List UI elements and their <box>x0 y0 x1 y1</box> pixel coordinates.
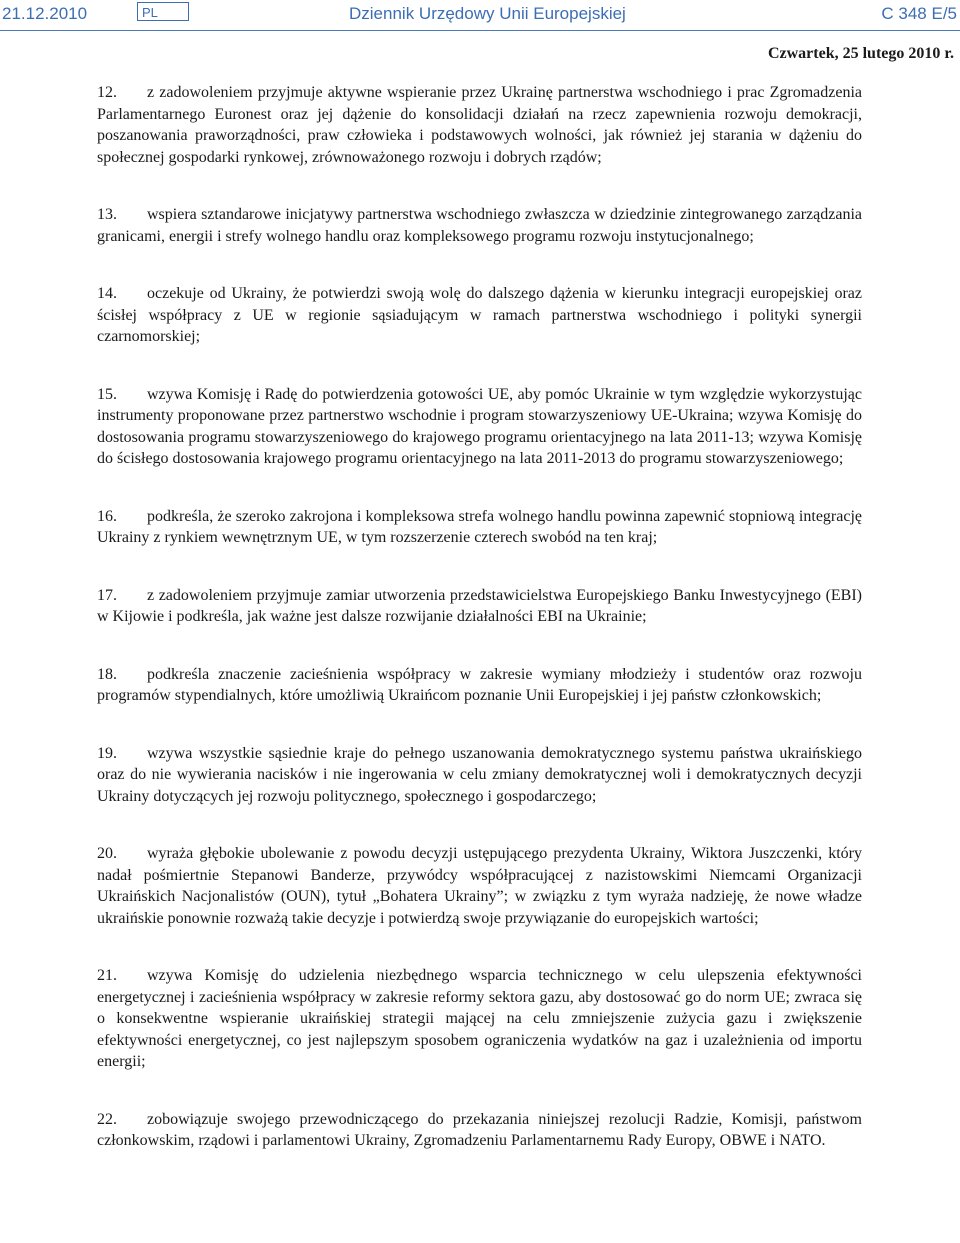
paragraph-number: 13. <box>97 206 117 223</box>
journal-title: Dziennik Urzędowy Unii Europejskiej <box>349 4 626 23</box>
resolution-body <box>97 82 862 1188</box>
paragraph-17 <box>97 585 862 628</box>
paragraph-text: wyraża głębokie ubolewanie z powodu decyzji ustępującego prezydenta Ukrainy, Wiktora Juszczenki, który nadał pośmiertnie Stepanowi Banderze, przywódcy współpracującej z nazistowskimi Niemcami Organizacji Ukraińskich Nacjonalistów (OUN), tytuł „Bohatera Ukrainy”; w związku z tym wyraża nadzieję, że nowe władze ukraińskie ponownie rozważą takie decyzje i potwierdzą swoje przywiązanie do europejskich wartości; <box>97 845 862 927</box>
paragraph-number: 16. <box>97 507 117 525</box>
publication-date: 21.12.2010 <box>2 4 88 23</box>
session-date: Czwartek, 25 lutego 2010 r. <box>767 45 954 62</box>
paragraph-number: 12. <box>97 84 117 101</box>
paragraph-number: 14. <box>97 285 117 302</box>
paragraph-text: podkreśla, że szeroko zakrojona i kompleksowa strefa wolnego handlu powinna zapewnić stopniową integrację Ukrainy z rynkiem wewnętrznym UE, w tym rozszerzenie czterech swobód na ten kraj; <box>97 507 862 546</box>
paragraph-text: z zadowoleniem przyjmuje zamiar utworzenia przedstawicielstwa Europejskiego Banku Inwestycyjnego (EBI) w Kijowie i podkreśla, jak ważne jest dalsze rozwijanie działalności EBI na Ukrainie; <box>97 586 862 625</box>
page-reference: C 348 E/5 <box>881 4 957 23</box>
paragraph-20 <box>97 843 862 929</box>
paragraph-number: 19. <box>97 744 117 762</box>
paragraph-19 <box>97 743 862 808</box>
paragraph-text: wzywa Komisję i Radę do potwierdzenia gotowości UE, aby pomóc Ukrainie w tym względzie wykorzystując instrumenty proponowane przez partnerstwo wschodnie i program stowarzyszeniowy UE-Ukraina; wzywa Komisję do dostosowania programu stowarzyszeniowego do krajowego programu orientacyjnego na lata 2011-13; wzywa Komisję do ścisłego dostosowania krajowego programu orientacyjnego na lata 2011-2013 do programu stowarzyszeniowego; <box>97 385 862 467</box>
paragraph-text: oczekuje od Ukrainy, że potwierdzi swoją wolę do dalszego dążenia w kierunku integracji europejskiej oraz ścisłej współpracy z UE w regionie sąsiadującym w ramach partnerstwa wschodniego i polityki synergii czarnomorskiej; <box>97 285 862 345</box>
paragraph-text: zobowiązuje swojego przewodniczącego do przekazania niniejszej rezolucji Radzie, Komisji, państwom członkowskim, rządowi i parlamentowi Ukrainy, Zgromadzeniu Parlamentarnemu Rady Europy, OBWE i NATO. <box>97 1110 862 1149</box>
paragraph-number: 18. <box>97 665 117 683</box>
paragraph-12 <box>97 82 862 168</box>
paragraph-22 <box>97 1109 862 1152</box>
paragraph-16 <box>97 506 862 549</box>
paragraph-number: 22. <box>97 1110 117 1128</box>
paragraph-text: podkreśla znaczenie zacieśnienia współpracy w zakresie wymiany młodzieży i studentów oraz rozwoju programów stypendialnych, które umożliwią Ukraińcom poznanie Unii Europejskiej i jej państw członkowskich; <box>97 665 862 704</box>
paragraph-text: wzywa Komisję do udzielenia niezbędnego wsparcia technicznego w celu ulepszenia efektywności energetycznej i zacieśnienia współpracy w zakresie reformy sektora gazu, aby dostosować go do norm UE; zwraca się o konsekwentne wspieranie ukraińskiej strategii mającej na celu zmniejszenie zużycia gazu i zwiększenie efektywności energetycznej, co jest najlepszym sposobem ograniczenia wydatków na gaz i uzależnienia od importu energii; <box>97 967 862 1070</box>
paragraph-15 <box>97 384 862 470</box>
paragraph-13 <box>97 204 862 247</box>
paragraph-text: z zadowoleniem przyjmuje aktywne wspieranie przez Ukrainę partnerstwa wschodniego i prac Zgromadzenia Parlamentarnego Euronest oraz jej dążenie do konsolidacji działań na rzecz zapewnienia rozwoju demokracji, poszanowania praworządności, praw człowieka i podstawowych wolności, jak również jej starania w dążeniu do społecznej gospodarki rynkowej, zrównoważonego rozwoju i dobrych rządów; <box>97 84 862 166</box>
paragraph-number: 21. <box>97 967 117 984</box>
paragraph-number: 15. <box>97 385 117 403</box>
paragraph-number: 20. <box>97 845 117 862</box>
paragraph-text: wzywa wszystkie sąsiednie kraje do pełnego uszanowania demokratycznego systemu państwa ukraińskiego oraz do nie wywierania nacisków i nie ingerowania w celu zmiany demokratycznej woli i demokratycznych decyzji Ukrainy dotyczących jej rozwoju politycznego, społecznego i gospodarczego; <box>97 744 862 805</box>
paragraph-14 <box>97 283 862 348</box>
journal-header <box>0 0 960 31</box>
paragraph-text: wspiera sztandarowe inicjatywy partnerstwa wschodniego zwłaszcza w dziedzinie zintegrowanego zarządzania granicami, energii i strefy wolnego handlu oraz kompleksowego programu rozwoju instytucjonalnego; <box>97 206 862 245</box>
paragraph-21 <box>97 965 862 1073</box>
language-badge: PL <box>137 2 189 21</box>
paragraph-number: 17. <box>97 586 117 604</box>
paragraph-18 <box>97 664 862 707</box>
